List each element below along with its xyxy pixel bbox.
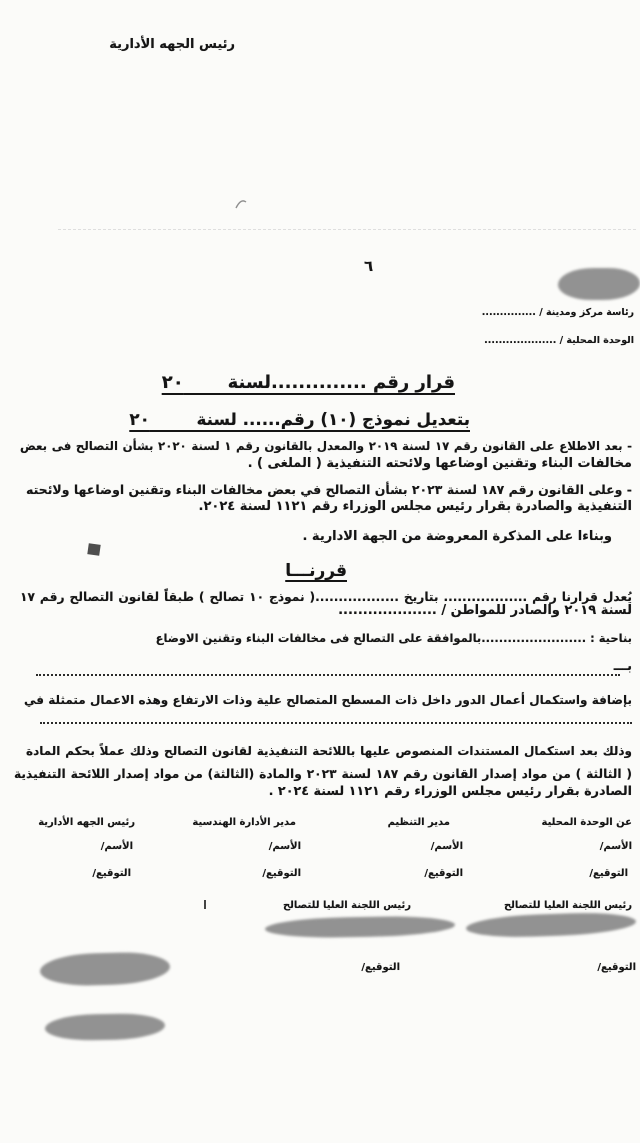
resolution-line: وذلك بعد استكمال المستندات المنصوص عليها باللائحة التنفيذية لقانون التصالح وذلك عملاً بحكم المادة bbox=[26, 744, 632, 758]
resolution-line: بإضافة واستكمال أعمال الدور داخل ذات المسطح المتصالح علية وذات الارتفاع وهذه الاعمال متمثلة في bbox=[24, 693, 632, 707]
blank-fill-line bbox=[36, 674, 620, 676]
preamble-line: - بعد الاطلاع على القانون رقم ١٧ لسنة ٢٠١٩ والمعدل بالقانون رقم ١ لسنة ٢٠٢٠ بشأن التصالح فى بعض bbox=[20, 439, 632, 453]
decision-number-line: قرار رقم ..............لسنة ٢٠ bbox=[161, 372, 455, 393]
name-label: الأسم/ bbox=[268, 841, 301, 852]
redaction-left-name bbox=[40, 951, 171, 986]
signature-title-local-unit: عن الوحدة المحلية bbox=[541, 817, 632, 828]
issuer-title: رئيس الجهه الأدارية bbox=[109, 37, 235, 52]
blank-fill-line bbox=[40, 722, 632, 724]
city-council-label: رئاسة مركز ومدينة / ............... bbox=[481, 307, 634, 318]
committee-title: رئيس اللجنة العليا للتصالح bbox=[282, 900, 411, 911]
resolution-line: بـــ bbox=[613, 659, 632, 674]
signature-label: التوقيع/ bbox=[92, 868, 131, 879]
preamble-line: مخالفات البناء وتقنين اوضاعها ولائحته التنفيذية ( الملغى ) . bbox=[247, 456, 632, 471]
committee-signature-label: التوقيع/ bbox=[361, 962, 400, 973]
signature-title-issuer: رئيس الجهه الأدارية bbox=[38, 817, 135, 828]
signature-label: التوقيع/ bbox=[424, 868, 463, 879]
redaction-committee-name bbox=[466, 911, 637, 939]
signature-label: التوقيع/ bbox=[589, 868, 628, 879]
name-label: الأسم/ bbox=[599, 841, 632, 852]
redaction-committee-name bbox=[265, 915, 455, 938]
committee-title: رئيس اللجنة العليا للتصالح bbox=[503, 900, 632, 911]
local-unit-label: الوحدة المحلية / .................... bbox=[484, 335, 634, 346]
resolution-line: الصادرة بقرار رئيس مجلس الوزراء رقم ١١٢١ لسنة ٢٠٢٤ . bbox=[268, 784, 632, 799]
preamble-line: - وعلى القانون رقم ١٨٧ لسنة ٢٠٢٣ بشأن التصالح في بعض مخالفات البناء وتقنين اوضاعها ولائحته bbox=[26, 482, 632, 497]
signature-title-engineering: مدير الأدارة الهندسية bbox=[192, 817, 296, 828]
resolution-line: ( الثالثة ) من مواد إصدار القانون رقم ١٨٧ لسنة ٢٠٢٣ والمادة (الثالثة) من مواد إصدار اللائحة التنفيذية bbox=[14, 767, 632, 781]
name-label: الأسم/ bbox=[430, 841, 463, 852]
decision-subject-line: بتعديل نموذج (١٠) رقم...... لسنة ٢٠ bbox=[129, 409, 470, 429]
resolution-line: لسنة ٢٠١٩ والصادر للمواطن / .................... bbox=[338, 603, 632, 618]
resolution-line: بناحية : ........................بالموافقة على التصالح فى مخالفات البناء وتقنين الاوضاع bbox=[155, 631, 632, 645]
committee-signature-label: التوقيع/ bbox=[597, 962, 636, 973]
scan-tick bbox=[204, 900, 206, 909]
resolution-heading: قررنـــا bbox=[285, 561, 347, 581]
page-mark: ٦ bbox=[364, 257, 374, 275]
scan-speck bbox=[87, 543, 100, 556]
resolution-line: يُعدل قرارنا رقم .................. بتاريخ ..................( نموذج ١٠ تصالح ) طبقاً لقانون التصالح رقم ١٧ bbox=[20, 590, 633, 604]
faint-scan-line bbox=[58, 229, 636, 230]
signature-label: التوقيع/ bbox=[262, 868, 301, 879]
scan-mark bbox=[232, 195, 250, 213]
redaction-left-signature bbox=[45, 1013, 165, 1041]
signature-title-planning: مدير التنظيم bbox=[387, 817, 450, 828]
redaction-top-right bbox=[558, 268, 640, 300]
name-label: الأسم/ bbox=[100, 841, 133, 852]
preamble-line: وبناءا على المذكرة المعروضة من الجهة الادارية . bbox=[302, 529, 612, 544]
preamble-line: التنفيذية والصادرة بقرار رئيس مجلس الوزراء رقم ١١٢١ لسنة ٢٠٢٤. bbox=[198, 499, 632, 514]
